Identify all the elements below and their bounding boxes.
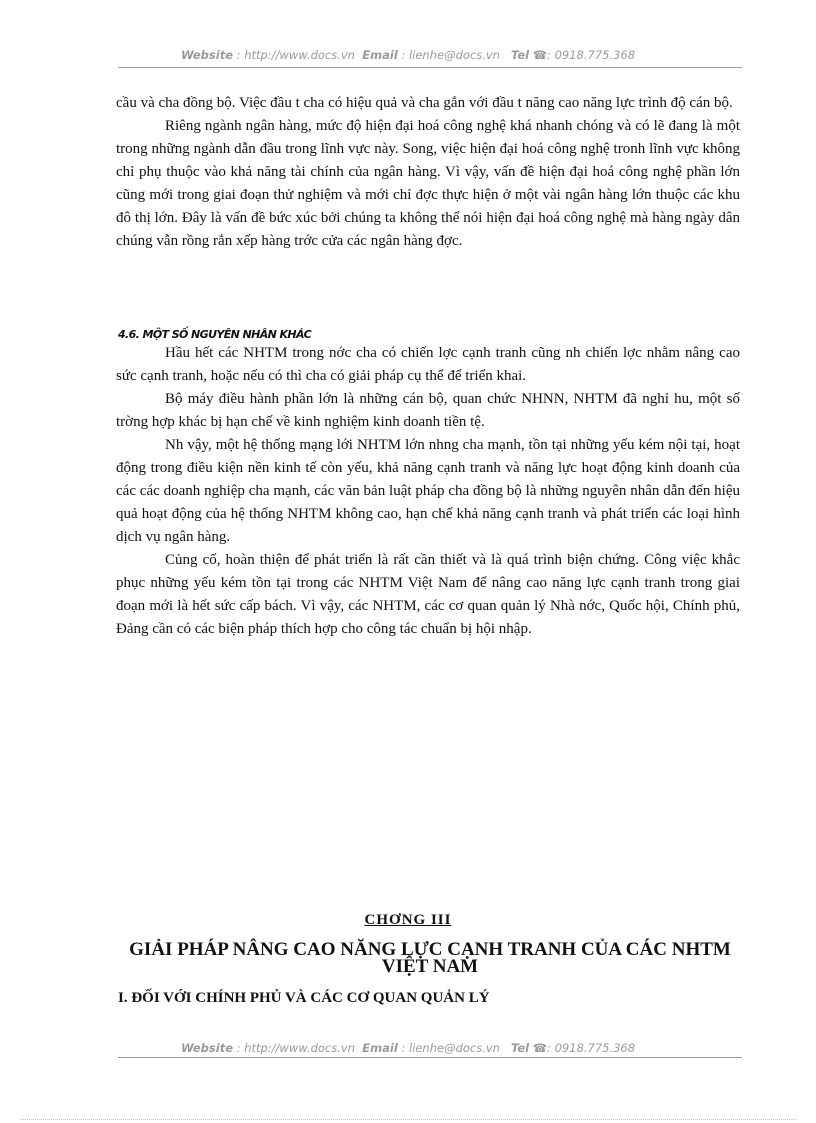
footer-rule — [118, 1057, 742, 1058]
paragraph: Bộ máy điều hành phần lớn là những cán bộ, quan chức NHNN, NHTM đã nghỉ hu, một số trờng hợp khác bị hạn chế về kinh nghiệm kinh doanh tiền tệ. — [116, 391, 740, 430]
chapter-label: CHƠNG III — [364, 912, 452, 928]
page-header — [0, 48, 816, 62]
section-heading: 4.6. MỘT SỐ NGUYÊN NHÂN KHÁC — [118, 328, 312, 341]
tel-label: Tel — [510, 48, 530, 62]
website-value: : http://www.docs.vn — [236, 1041, 355, 1055]
website-label: Website — [180, 48, 234, 62]
paragraph: Riêng ngành ngân hàng, mức độ hiện đại hoá công nghệ khá nhanh chóng và có lẽ đang là một trong những ngành dẫn đầu trong lĩnh vực này. Song, việc hiện đại hoá công nghệ tronh lĩnh vực không chỉ phụ thuộc vào khả năng tài chính của ngân hàng. Vì vậy, vấn đề hiện đại hoá công nghệ phần lớn cũng mới trong giai đoạn thử nghiệm và mới chỉ đợc thực hiện ở một vài ngân hàng lớn thuộc các khu đô thị lớn. Đây là vấn đề bức xúc bởi chúng ta không thể nói hiện đại hoá công nghệ mà hàng ngày dân chúng vẫn rồng rắn xếp hàng trớc cửa các ngân hàng đợc. — [116, 118, 740, 249]
paragraph: Hầu hết các NHTM trong nớc cha có chiến lợc cạnh tranh cũng nh chiến lợc nhằm nâng cao sức cạnh tranh, hoặc nếu có thì cha có giải pháp cụ thể để triển khai. — [116, 345, 740, 384]
email-label: Email — [362, 48, 398, 62]
chapter-title: GIẢI PHÁP NÂNG CAO NĂNG LỰC CẠNH TRANH CỦA CÁC NHTM VIỆT NAM — [129, 939, 731, 977]
subsection-heading: I. ĐỐI VỚI CHÍNH PHỦ VÀ CÁC CƠ QUAN QUẢN LÝ — [118, 990, 490, 1006]
paragraph: Nh vậy, một hệ thống mạng lới NHTM lớn nhng cha mạnh, tồn tại những yếu kém nội tại, hoạt động trong điều kiện nền kinh tế còn yếu, khả năng cạnh tranh và năng lực hoạt động kinh doanh của các các doanh nghiệp cha mạnh, các văn bản luật pháp cha đồng bộ là những nguyên nhân dẫn đến hiệu quả hoạt động của hệ thống NHTM không cao, hạn chế khả năng cạnh tranh và phát triển các loại hình dịch vụ ngân hàng. — [116, 437, 740, 545]
body-text-top — [116, 92, 740, 253]
paragraph: cầu và cha đồng bộ. Việc đầu t cha có hiệu quả và cha gắn với đầu t năng cao năng lực trình độ cán bộ. — [116, 95, 733, 111]
phone-icon: ☎ — [532, 1041, 548, 1055]
tel-value: : 0918.775.368 — [547, 48, 636, 62]
email-label: Email — [362, 1041, 398, 1055]
page-footer — [0, 1041, 816, 1055]
header-rule — [118, 67, 742, 68]
page-break-line — [20, 1119, 796, 1120]
website-label: Website — [180, 1041, 234, 1055]
body-text-bottom — [116, 342, 740, 641]
paragraph: Củng cố, hoàn thiện để phát triển là rất cần thiết và là quá trình biện chứng. Công việc khắc phục những yếu kém tồn tại trong các NHTM Việt Nam để nâng cao năng lực cạnh tranh trong giai đoạn mới là hết sức cấp bách. Vì vậy, các NHTM, các cơ quan quản lý Nhà nớc, Quốc hội, Chính phủ, Đảng cần có các biện pháp thích hợp cho công tác chuẩn bị hội nhập. — [116, 552, 740, 637]
email-value: : lienhe@docs.vn — [401, 1041, 500, 1055]
tel-value: : 0918.775.368 — [547, 1041, 636, 1055]
phone-icon: ☎ — [532, 48, 548, 62]
website-value: : http://www.docs.vn — [236, 48, 355, 62]
email-value: : lienhe@docs.vn — [401, 48, 500, 62]
tel-label: Tel — [510, 1041, 530, 1055]
